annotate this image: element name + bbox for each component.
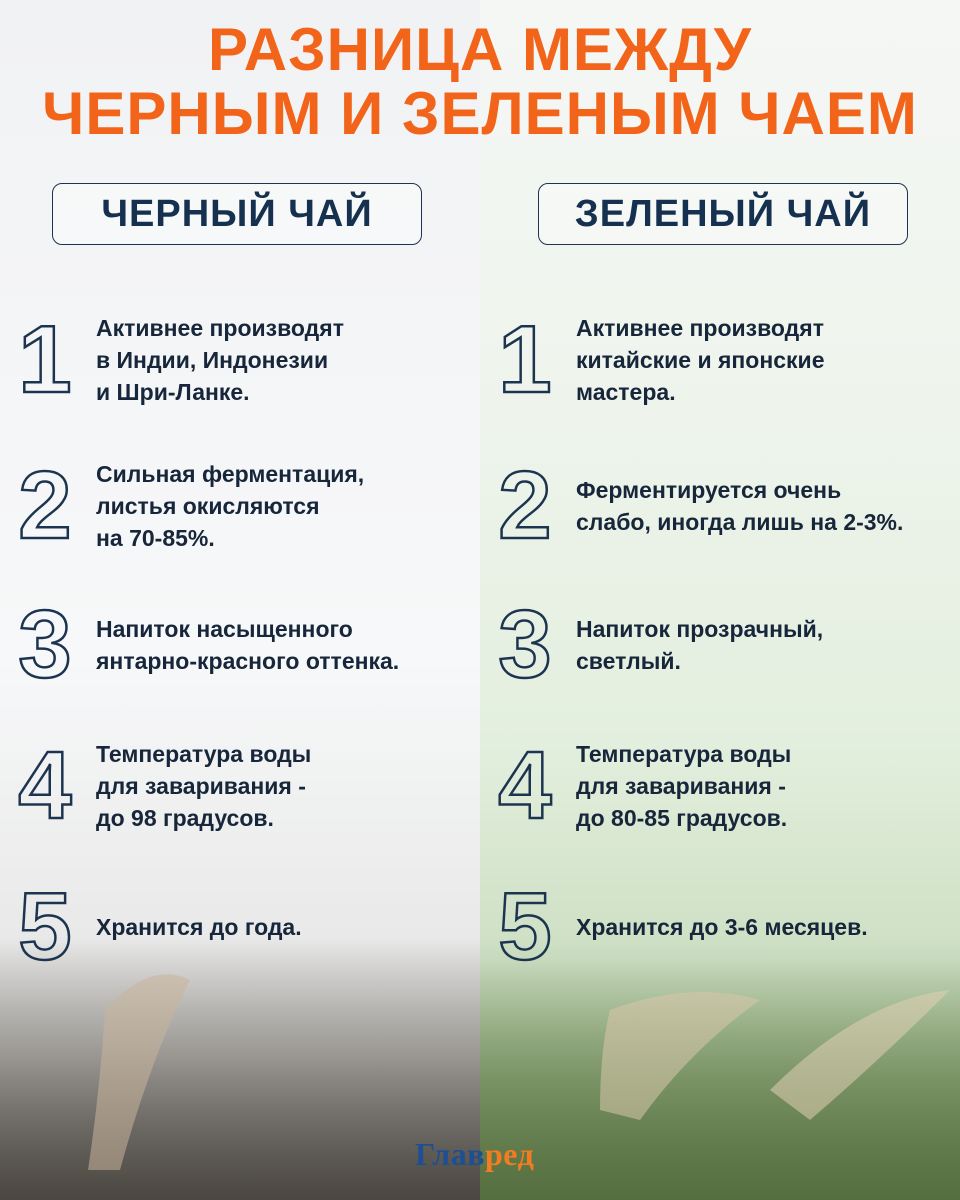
item-number: 2 [498, 452, 552, 559]
item-text: Температура воды для заваривания - до 98 градусов. [96, 741, 312, 831]
black-tea-item-5 [10, 873, 302, 980]
glavred-logo [415, 1136, 534, 1173]
title-line-1: РАЗНИЦА МЕЖДУ [208, 16, 752, 83]
item-number: 4 [18, 732, 72, 839]
item-text: Хранится до 3-6 месяцев. [576, 914, 868, 940]
green-tea-item-2 [490, 452, 904, 559]
logo-part-1: Глав [415, 1136, 485, 1172]
item-text: Хранится до года. [96, 914, 302, 940]
item-text: Сильная ферментация, листья окисляются на 70-85%. [96, 461, 365, 551]
black-tea-item-3 [10, 591, 400, 698]
green-tea-item-1 [490, 306, 825, 413]
item-text: Напиток насыщенного янтарно-красного оттенка. [96, 616, 400, 674]
item-number: 5 [498, 873, 552, 980]
green-tea-item-3 [490, 591, 824, 698]
item-number: 1 [498, 306, 552, 413]
item-text: Напиток прозрачный, светлый. [576, 616, 824, 674]
item-number: 1 [18, 306, 72, 413]
item-number: 3 [498, 591, 552, 698]
green-tea-item-4 [490, 732, 792, 839]
item-text: Активнее производят китайские и японские мастера. [576, 315, 825, 405]
item-number: 4 [498, 732, 552, 839]
title-line-2: ЧЕРНЫМ И ЗЕЛЕНЫМ ЧАЕМ [42, 80, 918, 147]
item-text: Ферментируется очень слабо, иногда лишь на 2-3%. [576, 477, 904, 535]
page-title [0, 18, 960, 146]
logo-part-2: ред [484, 1136, 535, 1172]
green-tea-heading: ЗЕЛЕНЫЙ ЧАЙ [538, 183, 908, 245]
black-tea-heading: ЧЕРНЫЙ ЧАЙ [52, 183, 422, 245]
item-number: 2 [18, 452, 72, 559]
black-tea-item-4 [10, 732, 312, 839]
black-tea-item-2 [10, 452, 365, 559]
black-tea-item-1 [10, 306, 344, 413]
item-number: 3 [18, 591, 72, 698]
item-number: 5 [18, 873, 72, 980]
item-text: Активнее производят в Индии, Индонезии и Шри-Ланке. [96, 315, 344, 405]
item-text: Температура воды для заваривания - до 80-85 градусов. [576, 741, 792, 831]
green-tea-item-5 [490, 873, 868, 980]
